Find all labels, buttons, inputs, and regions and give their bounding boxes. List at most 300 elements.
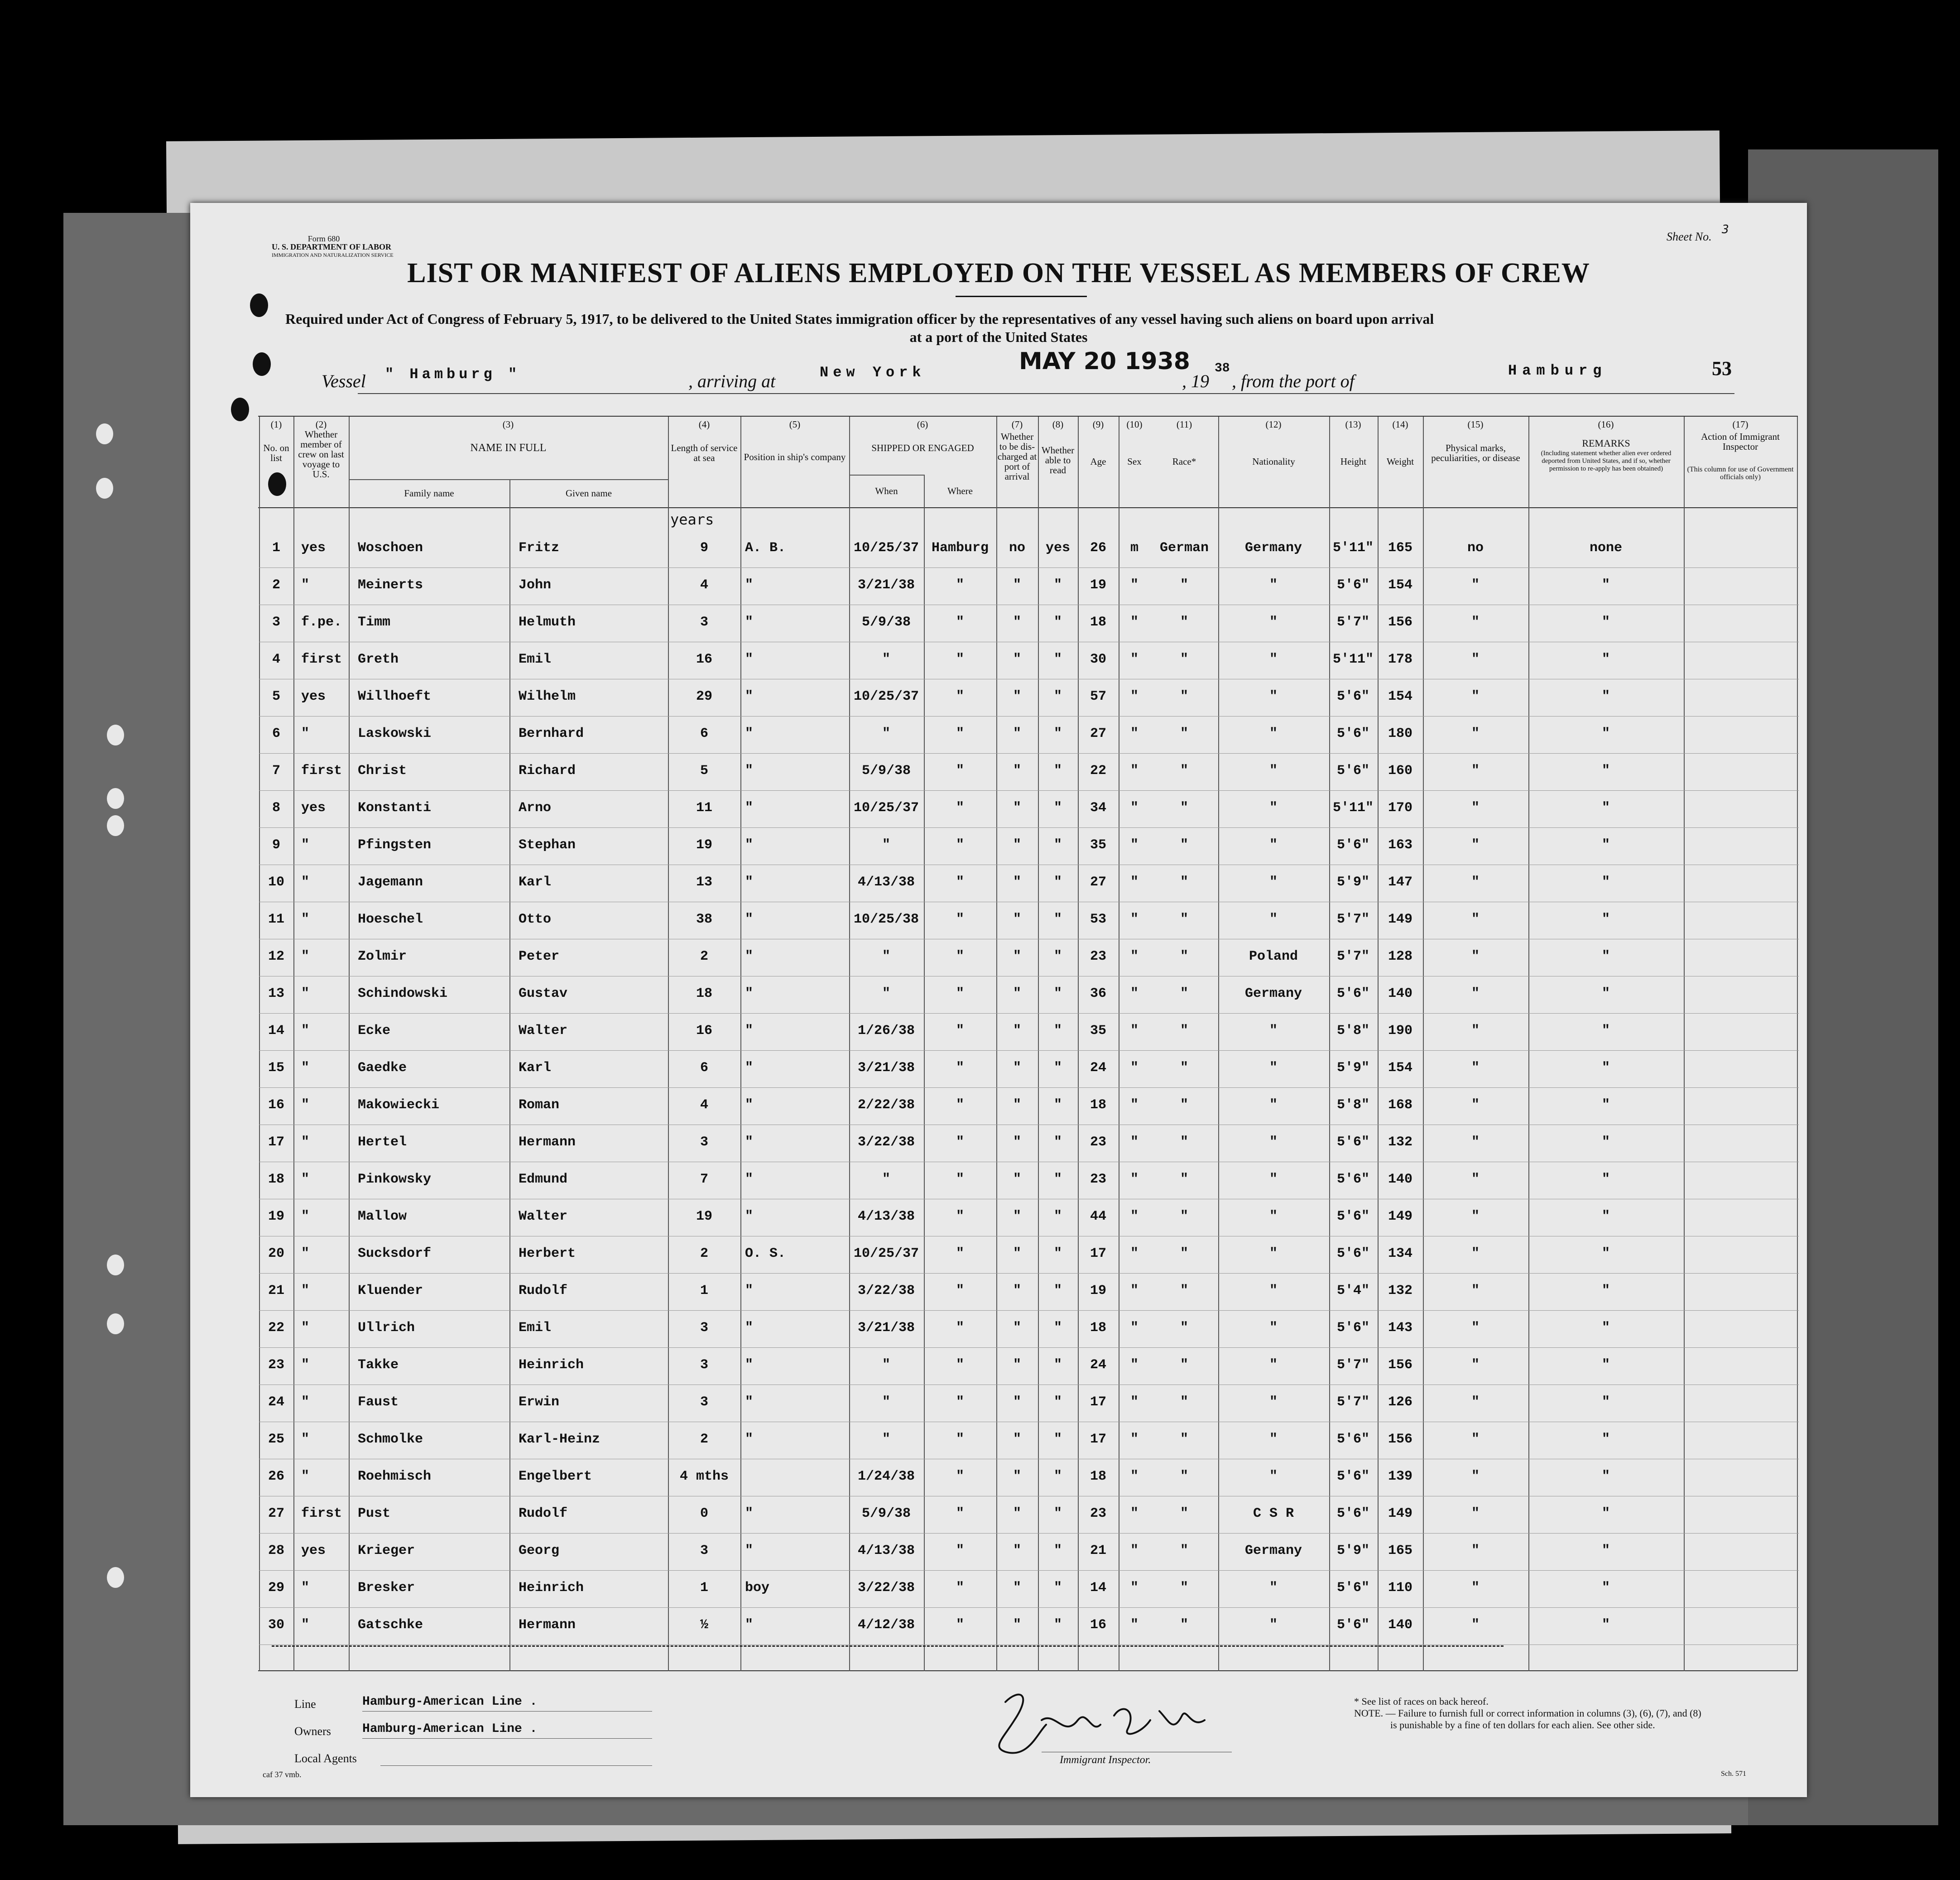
weight-cell: 156 <box>1388 1357 1412 1373</box>
shipped-where-cell: " <box>956 689 964 704</box>
physical-marks-cell: " <box>1471 689 1480 704</box>
age-cell: 23 <box>1090 949 1106 964</box>
shipped-where-cell: " <box>956 986 964 1001</box>
position-cell: " <box>745 1283 754 1298</box>
remarks-cell: " <box>1601 1209 1610 1224</box>
given-name-cell: Emil <box>519 652 552 667</box>
header-given-name: Given name <box>565 488 612 499</box>
given-name-cell: Hermann <box>519 1135 576 1150</box>
nationality-cell: Poland <box>1249 949 1298 964</box>
age-cell: 21 <box>1090 1543 1106 1558</box>
height-cell: 5'7" <box>1336 615 1369 630</box>
age-cell: 57 <box>1090 689 1106 704</box>
crew-member-cell: " <box>301 1617 310 1633</box>
age-cell: 18 <box>1090 1097 1106 1113</box>
crew-member-cell: " <box>301 1135 310 1150</box>
service-length-cell: 38 <box>696 912 712 927</box>
shipped-where-cell: " <box>956 912 964 927</box>
shipped-where-cell: " <box>956 1580 964 1596</box>
height-cell: 5'9" <box>1336 1543 1369 1558</box>
shipped-when-cell: 10/25/38 <box>853 912 919 927</box>
discharged-cell: " <box>1013 1172 1021 1187</box>
able-read-cell: " <box>1053 1506 1062 1521</box>
able-read-cell: " <box>1053 1023 1062 1039</box>
row-number: 20 <box>268 1246 284 1261</box>
height-cell: 5'6" <box>1336 1246 1369 1261</box>
able-read-cell: " <box>1053 652 1062 667</box>
service-name: IMMIGRATION AND NATURALIZATION SERVICE <box>272 252 394 258</box>
height-cell: 5'7" <box>1336 912 1369 927</box>
position-cell: " <box>745 1394 754 1410</box>
service-length-cell: 9 <box>700 540 708 556</box>
row-number: 18 <box>268 1172 284 1187</box>
race-cell: " <box>1180 1135 1188 1150</box>
service-length-cell: 2 <box>700 1432 708 1447</box>
physical-marks-cell: " <box>1471 1394 1480 1410</box>
height-cell: 5'6" <box>1336 1209 1369 1224</box>
from-port: Hamburg <box>1508 362 1607 379</box>
sex-cell: " <box>1130 912 1139 927</box>
height-cell: 5'6" <box>1336 763 1369 779</box>
fine-note-cont: is punishable by a fine of ten dollars for each alien. See other side. <box>1390 1719 1655 1731</box>
discharged-cell: " <box>1013 1469 1021 1484</box>
physical-marks-cell: " <box>1471 615 1480 630</box>
header-race: Race* <box>1172 456 1196 467</box>
arriving-port: New York <box>820 364 926 381</box>
physical-marks-cell: " <box>1471 1060 1480 1076</box>
shipped-when-cell: 3/21/38 <box>857 1060 915 1076</box>
position-cell: boy <box>745 1580 770 1596</box>
column-number: (12) <box>1265 419 1282 430</box>
shipped-where-cell: " <box>956 1209 964 1224</box>
sex-cell: " <box>1130 1580 1139 1596</box>
age-cell: 19 <box>1090 577 1106 593</box>
weight-cell: 165 <box>1388 1543 1412 1558</box>
race-cell: " <box>1180 1543 1188 1558</box>
nationality-cell: " <box>1269 577 1278 593</box>
height-cell: 5'9" <box>1336 875 1369 890</box>
service-length-cell: 3 <box>700 1394 708 1410</box>
service-length-cell: 3 <box>700 1320 708 1336</box>
service-length-cell: 2 <box>700 1246 708 1261</box>
given-name-cell: Karl <box>519 1060 552 1076</box>
row-number: 19 <box>268 1209 284 1224</box>
shipped-when-cell: " <box>882 1394 890 1410</box>
race-cell: " <box>1180 1172 1188 1187</box>
crew-member-cell: " <box>301 1209 310 1224</box>
crew-member-cell: " <box>301 1097 310 1113</box>
binder-hole <box>107 815 124 836</box>
shipped-where-cell: " <box>956 1023 964 1039</box>
remarks-cell: " <box>1601 652 1610 667</box>
remarks-cell: " <box>1601 1506 1610 1521</box>
nationality-cell: " <box>1269 1432 1278 1447</box>
row-rule <box>259 1644 1799 1645</box>
sex-cell: " <box>1130 1023 1139 1039</box>
remarks-cell: " <box>1601 1432 1610 1447</box>
sex-cell: " <box>1130 1506 1139 1521</box>
position-cell: " <box>745 875 754 890</box>
row-rule <box>259 753 1799 754</box>
physical-marks-cell: " <box>1471 949 1480 964</box>
nationality-cell: " <box>1269 800 1278 816</box>
shipped-when-cell: 3/21/38 <box>857 577 915 593</box>
remarks-cell: " <box>1601 1469 1610 1484</box>
fine-note: NOTE. — Failure to furnish full or correct information in columns (3), (6), (7), and (8) <box>1354 1707 1701 1719</box>
service-length-cell: 3 <box>700 615 708 630</box>
position-cell: " <box>745 1023 754 1039</box>
able-read-cell: " <box>1053 763 1062 779</box>
crew-member-cell: first <box>301 652 342 667</box>
nationality-cell: " <box>1269 1320 1278 1336</box>
row-number: 23 <box>268 1357 284 1373</box>
service-length-cell: 13 <box>696 875 712 890</box>
shipped-when-cell: " <box>882 837 890 853</box>
nationality-cell: Germany <box>1244 986 1302 1001</box>
sex-cell: m <box>1130 540 1139 556</box>
crew-member-cell: " <box>301 837 310 853</box>
position-cell: " <box>745 837 754 853</box>
remarks-cell: " <box>1601 1320 1610 1336</box>
shipped-where-cell: " <box>956 1506 964 1521</box>
crew-member-cell: " <box>301 1060 310 1076</box>
shipped-when-cell: 10/25/37 <box>853 689 919 704</box>
discharged-cell: " <box>1013 763 1021 779</box>
family-name-cell: Roehmisch <box>358 1469 432 1484</box>
shipped-where-cell: " <box>956 577 964 593</box>
race-cell: " <box>1180 1617 1188 1633</box>
service-length-cell: ½ <box>700 1617 708 1633</box>
family-name-cell: Pinkowsky <box>358 1172 432 1187</box>
year-suffix: 38 <box>1215 361 1230 375</box>
shipped-where-cell: " <box>956 1394 964 1410</box>
row-rule <box>259 1013 1799 1014</box>
position-cell: " <box>745 1357 754 1373</box>
physical-marks-cell: " <box>1471 577 1480 593</box>
race-cell: " <box>1180 763 1188 779</box>
header-shipped: SHIPPED OR ENGAGED <box>871 442 974 453</box>
discharged-cell: " <box>1013 800 1021 816</box>
row-number: 12 <box>268 949 284 964</box>
row-number: 8 <box>272 800 280 816</box>
family-name-cell: Faust <box>358 1394 399 1410</box>
weight-cell: 165 <box>1388 540 1412 556</box>
shipped-when-cell: 4/13/38 <box>857 875 915 890</box>
remarks-cell: " <box>1601 986 1610 1001</box>
nationality-cell: " <box>1269 1135 1278 1150</box>
race-cell: " <box>1180 986 1188 1001</box>
family-name-cell: Pfingsten <box>358 837 432 853</box>
nationality-cell: " <box>1269 1172 1278 1187</box>
nationality-cell: " <box>1269 875 1278 890</box>
crew-member-cell: " <box>301 875 310 890</box>
years-label: years <box>670 511 714 528</box>
height-cell: 5'6" <box>1336 1617 1369 1633</box>
row-rule <box>259 567 1799 568</box>
given-name-cell: Heinrich <box>519 1580 584 1596</box>
discharged-cell: " <box>1013 1246 1021 1261</box>
shipped-where-cell: " <box>956 800 964 816</box>
age-cell: 24 <box>1090 1357 1106 1373</box>
shipped-where-cell: " <box>956 1135 964 1150</box>
sex-cell: " <box>1130 1543 1139 1558</box>
discharged-cell: " <box>1013 1060 1021 1076</box>
family-name-cell: Sucksdorf <box>358 1246 432 1261</box>
able-read-cell: yes <box>1045 540 1070 556</box>
weight-cell: 147 <box>1388 875 1412 890</box>
remarks-cell: " <box>1601 1023 1610 1039</box>
shipped-where-cell: " <box>956 1469 964 1484</box>
remarks-cell: " <box>1601 726 1610 741</box>
shipped-subrule <box>849 475 925 476</box>
row-number: 5 <box>272 689 280 704</box>
race-cell: German <box>1159 540 1209 556</box>
family-name-cell: Schindowski <box>358 986 448 1001</box>
crew-member-cell: yes <box>301 800 326 816</box>
row-number: 2 <box>272 577 280 593</box>
physical-marks-cell: " <box>1471 1320 1480 1336</box>
position-cell: A. B. <box>745 540 786 556</box>
family-name-cell: Makowiecki <box>358 1097 440 1113</box>
given-name-cell: Arno <box>519 800 552 816</box>
header-discharged: Whether to be dis- charged at port of arrival <box>997 431 1037 482</box>
row-rule <box>259 1347 1799 1348</box>
service-length-cell: 19 <box>696 1209 712 1224</box>
given-name-cell: Karl-Heinz <box>519 1432 600 1447</box>
position-cell: " <box>745 1060 754 1076</box>
race-cell: " <box>1180 1394 1188 1410</box>
physical-marks-cell: " <box>1471 800 1480 816</box>
row-number: 30 <box>268 1617 284 1633</box>
family-name-cell: Konstanti <box>358 800 432 816</box>
shipped-when-cell: 10/25/37 <box>853 1246 919 1261</box>
page-number: 53 <box>1712 357 1732 380</box>
binder-hole <box>107 725 124 745</box>
physical-marks-cell: " <box>1471 986 1480 1001</box>
age-cell: 23 <box>1090 1135 1106 1150</box>
table-bottom-rule <box>258 1670 1798 1671</box>
shipped-when-cell: " <box>882 1172 890 1187</box>
race-cell: " <box>1180 726 1188 741</box>
physical-marks-cell: " <box>1471 1357 1480 1373</box>
family-name-cell: Gatschke <box>358 1617 423 1633</box>
weight-cell: 126 <box>1388 1394 1412 1410</box>
nationality-cell: " <box>1269 1209 1278 1224</box>
row-number: 7 <box>272 763 280 779</box>
service-length-cell: 3 <box>700 1357 708 1373</box>
weight-cell: 156 <box>1388 615 1412 630</box>
able-read-cell: " <box>1053 1246 1062 1261</box>
binder-hole <box>107 1567 124 1588</box>
position-cell: " <box>745 1543 754 1558</box>
physical-marks-cell: " <box>1471 763 1480 779</box>
service-length-cell: 4 <box>700 577 708 593</box>
remarks-cell: " <box>1601 837 1610 853</box>
row-rule <box>259 827 1799 828</box>
discharged-cell: " <box>1013 1357 1021 1373</box>
row-number: 27 <box>268 1506 284 1521</box>
shipped-where-cell: " <box>956 1357 964 1373</box>
age-cell: 53 <box>1090 912 1106 927</box>
given-name-cell: Edmund <box>519 1172 568 1187</box>
position-cell: O. S. <box>745 1246 786 1261</box>
discharged-cell: " <box>1013 1209 1021 1224</box>
age-cell: 18 <box>1090 1469 1106 1484</box>
crew-member-cell: yes <box>301 540 326 556</box>
crew-member-cell: " <box>301 1023 310 1039</box>
crew-member-cell: first <box>301 1506 342 1521</box>
table-top-rule <box>258 416 1798 417</box>
column-number: (6) <box>917 419 928 430</box>
sex-cell: " <box>1130 800 1139 816</box>
shipped-when-cell: 5/9/38 <box>861 1506 911 1521</box>
able-read-cell: " <box>1053 1172 1062 1187</box>
race-cell: " <box>1180 689 1188 704</box>
remarks-cell: " <box>1601 1580 1610 1596</box>
shipped-where-cell: Hamburg <box>931 540 989 556</box>
sex-cell: " <box>1130 1432 1139 1447</box>
race-cell: " <box>1180 1469 1188 1484</box>
weight-cell: 132 <box>1388 1135 1412 1150</box>
shipped-where-cell: " <box>956 1283 964 1298</box>
manifest-page <box>190 203 1807 1797</box>
position-cell: " <box>745 1097 754 1113</box>
service-length-cell: 0 <box>700 1506 708 1521</box>
nationality-cell: " <box>1269 1246 1278 1261</box>
race-cell: " <box>1180 1283 1188 1298</box>
discharged-cell: " <box>1013 577 1021 593</box>
discharged-cell: " <box>1013 1283 1021 1298</box>
nationality-cell: " <box>1269 763 1278 779</box>
height-cell: 5'11" <box>1332 652 1374 667</box>
column-number: (9) <box>1092 419 1104 430</box>
column-number: (15) <box>1467 419 1484 430</box>
inspector-label: Immigrant Inspector. <box>1060 1754 1151 1766</box>
weight-cell: 140 <box>1388 986 1412 1001</box>
family-name-cell: Gaedke <box>358 1060 407 1076</box>
remarks-cell: " <box>1601 1283 1610 1298</box>
service-length-cell: 19 <box>696 837 712 853</box>
remarks-cell: " <box>1601 1543 1610 1558</box>
age-cell: 17 <box>1090 1246 1106 1261</box>
position-cell: " <box>745 763 754 779</box>
year-prefix: , 19 <box>1182 371 1209 391</box>
position-cell: " <box>745 689 754 704</box>
family-name-cell: Willhoeft <box>358 689 432 704</box>
header-crew-member: Whether member of crew on last voyage to U.S. <box>298 429 344 480</box>
sex-cell: " <box>1130 1469 1139 1484</box>
crew-member-cell: first <box>301 763 342 779</box>
column-number: (3) <box>502 419 514 430</box>
header-age: Age <box>1090 456 1106 467</box>
shipped-where-cell: " <box>956 1172 964 1187</box>
shipped-when-cell: 5/9/38 <box>861 763 911 779</box>
family-name-cell: Timm <box>358 615 391 630</box>
service-length-cell: 7 <box>700 1172 708 1187</box>
shipped-where-cell: " <box>956 615 964 630</box>
binder-hole <box>107 788 124 809</box>
sex-cell: " <box>1130 763 1139 779</box>
row-number: 17 <box>268 1135 284 1150</box>
height-cell: 5'6" <box>1336 1469 1369 1484</box>
able-read-cell: " <box>1053 1357 1062 1373</box>
race-cell: " <box>1180 1432 1188 1447</box>
sex-cell: " <box>1130 1246 1139 1261</box>
form-number: Form 680 <box>307 234 340 243</box>
discharged-cell: " <box>1013 912 1021 927</box>
discharged-cell: " <box>1013 1543 1021 1558</box>
header-name-in-full: NAME IN FULL <box>470 442 547 454</box>
remarks-cell: " <box>1601 1617 1610 1633</box>
row-number: 13 <box>268 986 284 1001</box>
position-cell: " <box>745 1172 754 1187</box>
service-length-cell: 6 <box>700 1060 708 1076</box>
height-cell: 5'6" <box>1336 837 1369 853</box>
row-number: 28 <box>268 1543 284 1558</box>
age-cell: 27 <box>1090 726 1106 741</box>
crew-member-cell: " <box>301 1580 310 1596</box>
physical-marks-cell: " <box>1471 1246 1480 1261</box>
sex-cell: " <box>1130 1097 1139 1113</box>
position-cell: " <box>745 615 754 630</box>
given-name-cell: Gustav <box>519 986 568 1001</box>
remarks-cell: " <box>1601 1246 1610 1261</box>
family-name-cell: Bresker <box>358 1580 415 1596</box>
family-name-cell: Laskowski <box>358 726 432 741</box>
crew-member-cell: yes <box>301 689 326 704</box>
row-number: 10 <box>268 875 284 890</box>
row-rule <box>259 1050 1799 1051</box>
family-name-cell: Woschoen <box>358 540 423 556</box>
sex-cell: " <box>1130 726 1139 741</box>
remarks-cell: " <box>1601 1135 1610 1150</box>
service-length-cell: 2 <box>700 949 708 964</box>
shipped-when-cell: 10/25/37 <box>853 540 919 556</box>
able-read-cell: " <box>1053 986 1062 1001</box>
date-stamp: MAY 20 1938 <box>1019 348 1190 375</box>
discharged-cell: " <box>1013 689 1021 704</box>
family-name-cell: Pust <box>358 1506 391 1521</box>
able-read-cell: " <box>1053 800 1062 816</box>
position-cell: " <box>745 1209 754 1224</box>
physical-marks-cell: " <box>1471 1283 1480 1298</box>
sex-cell: " <box>1130 1060 1139 1076</box>
given-name-cell: Fritz <box>519 540 560 556</box>
sex-cell: " <box>1130 1394 1139 1410</box>
sex-cell: " <box>1130 1283 1139 1298</box>
punch-hole <box>231 398 249 421</box>
service-length-cell: 11 <box>696 800 712 816</box>
height-cell: 5'8" <box>1336 1097 1369 1113</box>
owners-value: Hamburg-American Line . <box>362 1722 538 1736</box>
given-name-cell: Bernhard <box>519 726 584 741</box>
shipped-when-cell: " <box>882 986 890 1001</box>
given-name-cell: Emil <box>519 1320 552 1336</box>
nationality-cell: " <box>1269 1617 1278 1633</box>
physical-marks-cell: " <box>1471 1543 1480 1558</box>
shipped-when-cell: 3/22/38 <box>857 1135 915 1150</box>
shipped-where-cell: " <box>956 875 964 890</box>
position-cell: " <box>745 726 754 741</box>
races-note: * See list of races on back hereof. <box>1354 1696 1489 1707</box>
shipped-where-cell: " <box>956 1246 964 1261</box>
service-length-cell: 4 <box>700 1097 708 1113</box>
weight-cell: 163 <box>1388 837 1412 853</box>
discharged-cell: " <box>1013 615 1021 630</box>
weight-cell: 170 <box>1388 800 1412 816</box>
discharged-cell: " <box>1013 1023 1021 1039</box>
age-cell: 16 <box>1090 1617 1106 1633</box>
